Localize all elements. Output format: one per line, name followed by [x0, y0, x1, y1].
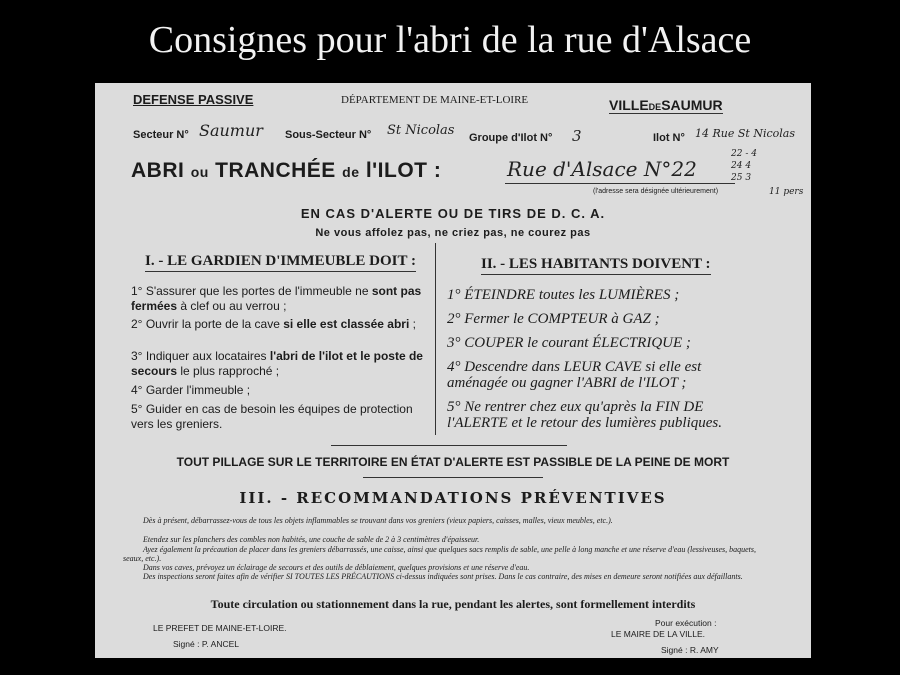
prefet-signature: Signé : P. ANCEL — [173, 639, 239, 649]
gardien-item-rest: le plus rapproché ; — [177, 364, 280, 378]
tranchee-word: TRANCHÉE — [215, 159, 336, 182]
section-divider — [331, 445, 567, 446]
groupe-value: 3 — [572, 127, 582, 145]
habitants-item — [447, 335, 749, 351]
secteur-value: Saumur — [199, 121, 263, 140]
habitants-item — [447, 399, 749, 431]
gardien-item-text: S'assurer que les portes de l'immeuble ne — [145, 284, 372, 298]
habitants-item-num: 4° — [447, 359, 465, 375]
gardien-item-num: 4° — [131, 383, 146, 397]
margin-note-3: 25 3 — [731, 173, 752, 183]
gardien-item-bold: sont pas fermées — [131, 284, 422, 313]
recommandation-paragraph: Etendez sur les planchers des combles non habités, une couche de sable de 2 à 3 centimètres d'épaisseur. — [143, 535, 480, 544]
habitants-item — [447, 287, 749, 303]
ville-heading — [609, 97, 723, 114]
recommandations-heading: III. - RECOMMANDATIONS PRÉVENTIVES — [239, 489, 667, 507]
gardien-item-text: Garder l'immeuble ; — [145, 383, 251, 397]
gardien-item — [131, 284, 425, 314]
habitants-item-num: 1° — [447, 287, 465, 303]
gardien-item — [131, 317, 425, 332]
ville-prefix: VILLE — [609, 97, 649, 113]
ville-name: SAUMUR — [661, 97, 723, 113]
recommandation-paragraph: Dès à présent, débarrassez-vous de tous les objets inflammables se trouvant dans vos greniers (vieux papiers, caisses, malles, vieux meubles, etc.). — [143, 516, 613, 525]
margin-note-1: 22 - 4 — [731, 149, 757, 159]
habitants-item-num: 5° — [447, 399, 465, 415]
gardien-item-num: 5° — [131, 402, 146, 416]
circulation-notice: Toute circulation ou stationnement dans la rue, pendant les alertes, sont formellement interdits — [210, 597, 696, 611]
abri-underline — [505, 183, 735, 184]
ilot-value: 14 Rue St Nicolas — [695, 127, 795, 140]
recommandation-paragraph: Ayez également la précaution de placer dans les greniers débarrassés, une caisse, ainsi que quelques sacs remplis de sable, une pelle à long manche et une réserve d'eau (lessiveuses, baquets, seaux, etc.). — [123, 545, 756, 563]
pillage-warning: TOUT PILLAGE SUR LE TERRITOIRE EN ÉTAT D'ALERTE EST PASSIBLE DE LA PEINE DE MORT — [176, 455, 730, 469]
habitants-item — [447, 359, 749, 391]
groupe-label: Groupe d'Ilot N° — [469, 132, 553, 144]
habitants-item-text: Ne rentrer chez eux qu'après la FIN DE l'ALERTE et le retour des lumières publiques. — [447, 399, 722, 431]
gardien-item-num: 3° — [131, 349, 146, 363]
habitants-item — [447, 311, 749, 327]
slide-title: Consignes pour l'abri de la rue d'Alsace — [148, 19, 752, 61]
column-divider — [435, 243, 436, 435]
habitants-heading: II. - LES HABITANTS DOIVENT : — [481, 256, 711, 275]
gardien-item-num: 1° — [131, 284, 146, 298]
maire-title: LE MAIRE DE LA VILLE. — [611, 629, 706, 639]
gardien-item-bold: l'abri de l'ilot et le poste de secours — [131, 349, 423, 378]
gardien-item-rest: à clef ou au verrou ; — [177, 299, 287, 313]
abri-note: (l'adresse sera désignée ultérieurement) — [593, 188, 719, 195]
ilot-word: l'ILOT : — [365, 159, 442, 182]
recommandation-paragraph: Des inspections seront faites afin de vérifier SI TOUTES LES PRÉCAUTIONS ci-dessus indiquées sont prises. Dans le cas contraire, des mises en demeure seront notifiées aux défaillants. — [143, 572, 743, 581]
abri-value: Rue d'Alsace N°22 — [507, 157, 697, 181]
gardien-item-text: Guider en cas de besoin les équipes de protection vers les greniers. — [131, 402, 413, 431]
gardien-item — [131, 383, 425, 398]
recommandation-paragraph: Dans vos caves, prévoyez un éclairage de secours et des outils de déblaiement, quelques provisions et une réserve d'eau. — [143, 563, 530, 572]
margin-note-4: 11 pers — [769, 187, 804, 197]
gardien-item-text: Ouvrir la porte de la cave — [145, 317, 284, 331]
alerte-subheading: Ne vous affolez pas, ne criez pas, ne courez pas — [315, 227, 591, 239]
defense-passive-heading: DEFENSE PASSIVE — [133, 92, 254, 107]
gardien-item-text: Indiquer aux locataires — [145, 349, 270, 363]
gardien-item-bold: si elle est classée abri — [283, 317, 410, 331]
gardien-item — [131, 402, 425, 432]
ville-de: DE — [648, 102, 662, 112]
abri-word: ABRI — [131, 159, 185, 182]
section-divider-2 — [363, 477, 543, 478]
secteur-label: Secteur N° — [133, 129, 189, 141]
habitants-item-text: ÉTEINDRE toutes les LUMIÈRES ; — [464, 287, 680, 303]
departement-heading: DÉPARTEMENT DE MAINE-ET-LOIRE — [341, 94, 529, 106]
maire-signature: Signé : R. AMY — [661, 645, 719, 655]
abri-title — [131, 159, 441, 183]
ilot-label: Ilot N° — [653, 132, 685, 144]
gardien-heading: I. - LE GARDIEN D'IMMEUBLE DOIT : — [145, 253, 416, 272]
habitants-item-num: 2° — [447, 311, 465, 327]
habitants-item-text: Descendre dans LEUR CAVE si elle est aménagée ou gagner l'ABRI de l'ILOT ; — [447, 359, 702, 391]
gardien-item-rest: ; — [409, 317, 416, 331]
sous-secteur-label: Sous-Secteur N° — [285, 129, 372, 141]
sous-secteur-value: St Nicolas — [387, 123, 455, 138]
habitants-item-text: Fermer le COMPTEUR à GAZ ; — [464, 311, 660, 327]
habitants-item-num: 3° — [447, 335, 465, 351]
alerte-heading: EN CAS D'ALERTE OU DE TIRS DE D. C. A. — [300, 206, 606, 221]
gardien-item-num: 2° — [131, 317, 146, 331]
gardien-item — [131, 349, 425, 379]
margin-note-2: 24 4 — [731, 161, 752, 171]
habitants-item-text: COUPER le courant ÉLECTRIQUE ; — [464, 335, 691, 351]
ou-word: ou — [190, 164, 209, 180]
maire-pre: Pour exécution : — [655, 618, 717, 628]
document-scan — [95, 83, 811, 658]
prefet-title: LE PREFET DE MAINE-ET-LOIRE. — [153, 623, 287, 633]
de-word: de — [342, 164, 360, 180]
